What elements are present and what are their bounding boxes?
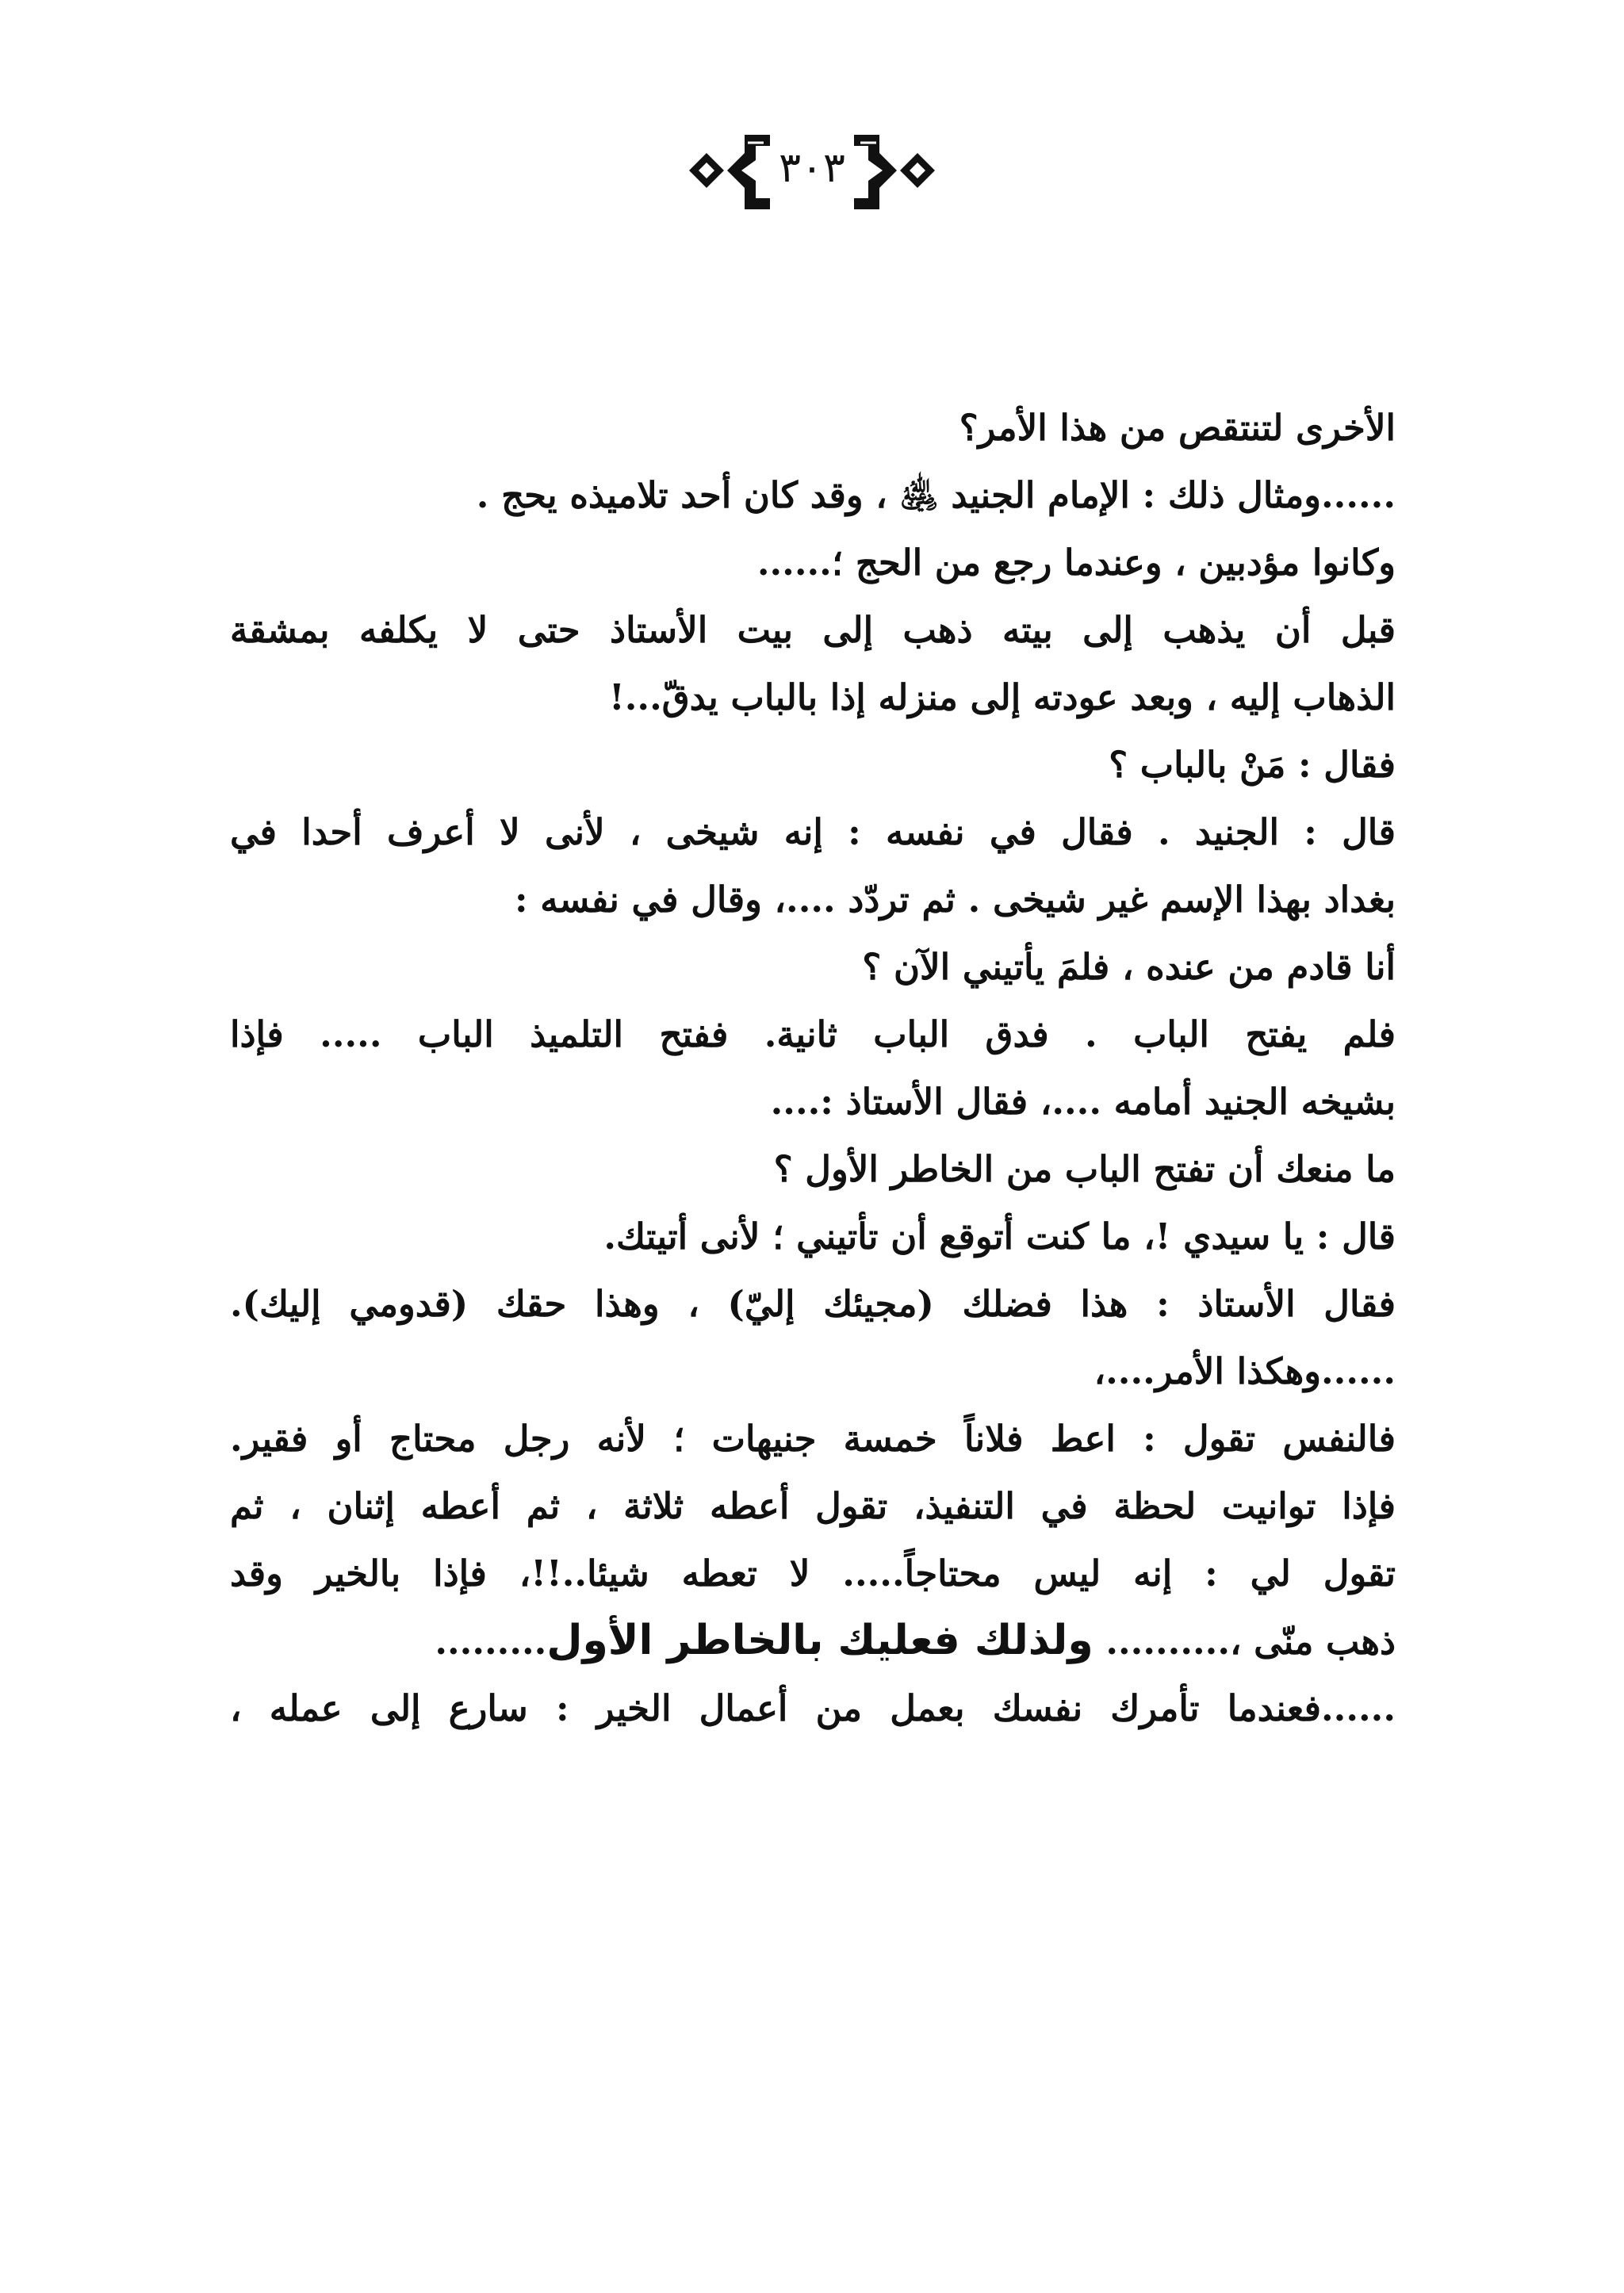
text-line: قبل أن يذهب إلى بيته ذهب إلى بيت الأستاذ حتى لا يكلفه بمشقة <box>230 609 1396 651</box>
text-line: فالنفس تقول : اعط فلاناً خمسة جنيهات ؛ لأنه رجل محتاج أو فقير. <box>230 1418 1396 1460</box>
text-line: فلم يفتح الباب . فدق الباب ثانية. ففتح التلميذ الباب ..... فإذا <box>230 1013 1396 1055</box>
page-number-ornament <box>681 119 943 222</box>
text-segment: ......... <box>435 1621 547 1663</box>
text-line: فقال الأستاذ : هذا فضلك (مجيئك إليّ) ، وهذا حقك (قدومي إليك). <box>230 1283 1396 1325</box>
text-line: بغداد بهذا الإسم غير شيخى . ثم تردّد ....، وقال في نفسه : <box>515 879 1396 921</box>
text-line: قال : الجنيد . فقال في نفسه : إنه شيخى ، لأنى لا أعرف أحدا في <box>230 811 1396 853</box>
page-number: ٣٠٣ <box>779 144 845 192</box>
text-line: ما منعك أن تفتح الباب من الخاطر الأول ؟ <box>773 1148 1396 1190</box>
text-line: الأخرى لتنتقص من هذا الأمر؟ <box>959 407 1396 449</box>
text-line: بشيخه الجنيد أمامه ....، فقال الأستاذ :.... <box>770 1081 1396 1123</box>
text-line: الذهاب إليه ، وبعد عودته إلى منزله إذا بالباب يدقّ...! <box>609 676 1396 718</box>
text-line: أنا قادم من عنده ، فلمَ يأتيني الآن ؟ <box>862 946 1396 988</box>
page-header <box>0 119 1624 222</box>
text-line: فقال : مَنْ بالباب ؟ <box>1109 744 1396 786</box>
text-line: فإذا توانيت لحظة في التنفيذ، تقول أعطه ثلاثة ، ثم أعطه إثنان ، ثم <box>230 1485 1396 1527</box>
text-line-emphasis <box>230 1607 1396 1675</box>
text-line: قال : يا سيدي !، ما كنت أتوقع أن تأتيني ؛ لأنى أتيتك. <box>603 1215 1396 1258</box>
text-line: تقول لي : إنه ليس محتاجاً..... لا تعطه شيئا..!!، فإذا بالخير وقد <box>230 1552 1396 1594</box>
emphasized-phrase: ولذلك فعليك بالخاطر الأول <box>546 1617 1094 1664</box>
text-line: وكانوا مؤدبين ، وعندما رجع من الحج ؛...... <box>756 542 1396 584</box>
text-line: ......وهكذا الأمر....، <box>1094 1350 1396 1392</box>
text-line: ......فعندما تأمرك نفسك بعمل من أعمال الخير : سارع إلى عمله ، <box>230 1687 1396 1729</box>
body-text <box>230 394 1396 1742</box>
text-line: ......ومثال ذلك : الإمام الجنيد ﵁ ، وقد كان أحد تلاميذه يحج . <box>476 474 1396 516</box>
text-segment: ذهب منّى ،.......... <box>1105 1621 1396 1663</box>
